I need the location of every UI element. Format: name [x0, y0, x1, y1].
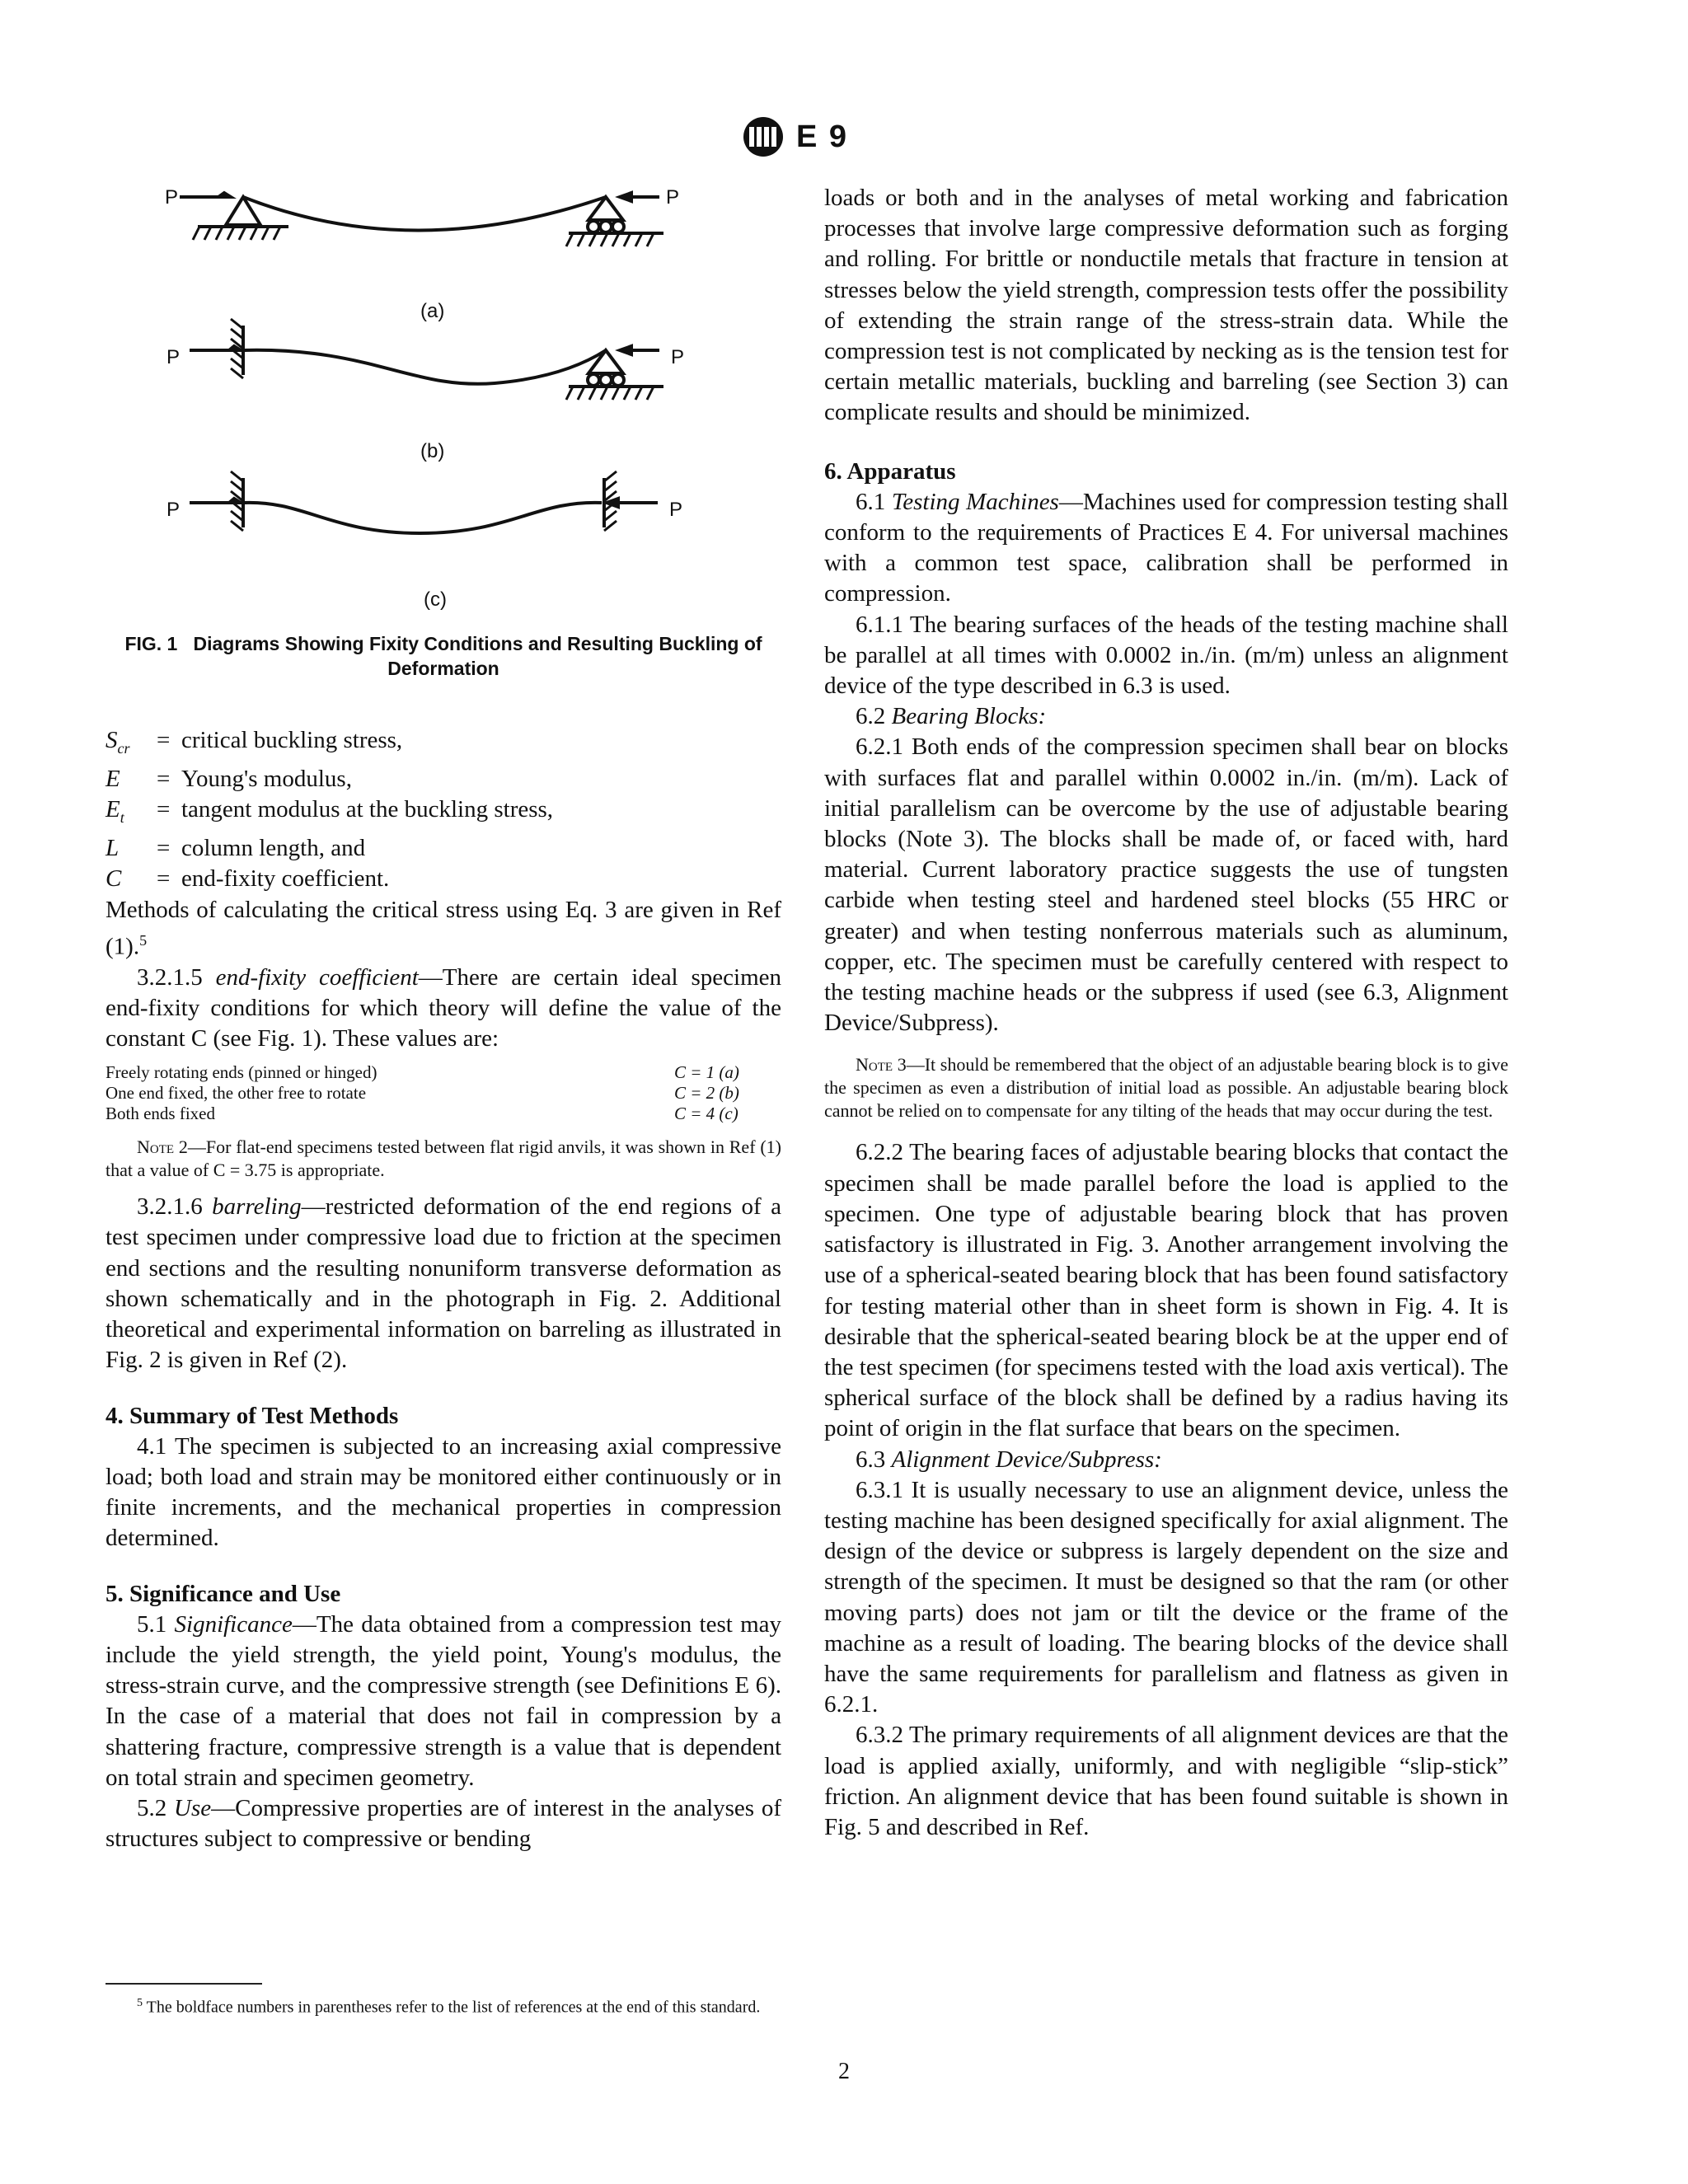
figure-1-diagram	[165, 177, 692, 614]
page-header	[742, 115, 848, 158]
paragraph-5-1: 5.1 Significance—The data obtained from a compression test may include the yield strength, the yield point, Young's modulus, the stress-strain curve, and the compressive strength (see Definitions E 6). In the case of a material that does not fail in compression by a shattering fracture, compressive strength is a value that is dependent on total strain and specimen geometry.	[106, 1610, 781, 1791]
paragraph-5-2-continued: loads or both and in the analyses of metal working and fabrication processes that involve large compressive deformation such as forging and rolling. For brittle or nonductile metals that fracture in tension at stresses below the yield strength, compression tests offer the possibility of extending the strain range of the stress-strain data. While the compression test is not complicated by necking as is the tension test for certain metallic materials, buckling and barreling (see Section 3) can complicate results and should be minimized.	[824, 185, 1508, 426]
section-4-title: 4. Summary of Test Methods	[106, 1402, 399, 1429]
load-label-a-left: P	[165, 186, 179, 209]
page-number: 2	[838, 2059, 850, 2084]
load-label-b-left: P	[166, 346, 181, 368]
symbol-scr: S	[106, 727, 118, 753]
symbol-e: E	[106, 766, 120, 792]
load-label-c-left: P	[166, 499, 181, 521]
fixity-value: C = 4 (c)	[674, 1104, 738, 1124]
paragraph-4-1: 4.1 The specimen is subjected to an increasing axial compressive load; both load and strain may be monitored either continuously or in finite increments, and the mechanical properties in compression determined.	[106, 1432, 781, 1552]
figure-1-caption	[106, 631, 781, 681]
symbol-c: C	[106, 865, 122, 893]
footnote-text: The boldface numbers in parentheses refer to the list of references at the end of this standard.	[146, 1998, 761, 2017]
paragraph-6-2-2: 6.2.2 The bearing faces of adjustable bearing blocks that contact the specimen shall be made parallel before the load is applied to the specimen. One type of adjustable bearing block that has proven satisfactory is illustrated in Fig. 3. Another arrangement involving the use of a spherical-seated bearing block that has been found satisfactory for testing material other than in sheet form is shown in Fig. 4. It is desirable that the spherical-seated bearing block be at the upper end of the test specimen (for specimens tested with the load axis vertical). The spherical surface of the block shall be defined by a radius having its point of origin in the flat surface that bears on the specimen.	[824, 1139, 1508, 1442]
section-5-title: 5. Significance and Use	[106, 1580, 341, 1607]
load-label-a-right: P	[666, 186, 680, 209]
standard-id: E 9	[796, 119, 849, 154]
symbol-et: E	[106, 796, 120, 823]
paragraph-3-2-1-6: 3.2.1.6 barreling—restricted deformation of the end regions of a test specimen under compressive load due to friction at the specimen end sections and the resulting nonuniform transverse deformation as shown schematically and in the photograph in Fig. 2. Additional theoretical and experimental information on barreling as illustrated in Fig. 2 is given in Ref (2).	[106, 1193, 782, 1374]
paragraph-6-3-1: 6.3.1 It is usually necessary to use an alignment device, unless the testing machine has been designed specifically for axial alignment. The design of the device or subpress is largely dependent on the size and strength of the specimen. It must be designed so that the ram (or other moving parts) does not jam or tilt the device or the frame of the machine as a result of loading. The bearing blocks of the device shall have the same requirements for parallelism and flatness as given in 6.2.1.	[824, 1476, 1508, 1718]
paragraph-6-3-2: 6.3.2 The primary requirements of all alignment devices are that the load is applied axially, uniformly, and with negligible “slip-stick” friction. An alignment device that has been found suitable is shown in Fig. 5 and described in Ref.	[824, 1722, 1508, 1840]
methods-paragraph: Methods of calculating the critical stress using Eq. 3 are given in Ref (1).$^5$	[106, 896, 781, 960]
load-label-b-right: P	[671, 346, 685, 368]
fixity-table	[106, 1062, 781, 1124]
fixity-value: C = 2 (b)	[674, 1083, 739, 1104]
left-column	[106, 725, 781, 1854]
footnote: $^5$ The boldface numbers in parentheses refer to the list of references at the end of this standard.	[106, 1983, 781, 2018]
label-c: (c)	[424, 588, 447, 611]
label-a: (a)	[420, 300, 445, 322]
paragraph-5-2: 5.2 Use—Compressive properties are of interest in the analyses of structures subject to compressive or bending	[106, 1794, 782, 1853]
right-column	[824, 183, 1508, 1843]
label-b: (b)	[420, 440, 445, 462]
note-3: Note 3—It should be remembered that the object of an adjustable bearing block is to give the specimen as even a distribution of initial load as possible. An adjustable bearing block cannot be relied on to compensate for any tilting of the heads that may occur during the test.	[824, 1054, 1508, 1122]
figure-1-caption-label: FIG. 1	[124, 633, 178, 654]
paragraph-6-2-1: 6.2.1 Both ends of the compression specimen shall bear on blocks with surfaces flat and parallel within 0.0002 in./in. (m/m). Lack of initial parallelism can be overcome by the use of adjustable bearing blocks (Note 3). The blocks shall be made of, or faced with, hard material. Current laboratory practice suggests the use of tungsten carbide when testing steel and hardened steel blocks (55 HRC or greater) and when testing nonferrous materials such as aluminum, copper, etc. The specimen must be carefully centered with respect to the testing machine heads or the subpress if used (see 6.3, Alignment Device/Subpress).	[824, 733, 1508, 1037]
note-2: Note 2—For flat-end specimens tested between flat rigid anvils, it was shown in Ref (1) that a value of C = 3.75 is appropriate.	[106, 1137, 781, 1181]
symbol-l: L	[106, 835, 120, 862]
astm-logo-icon	[742, 115, 785, 158]
footnote-rule	[106, 1983, 262, 1985]
paragraph-6-1-1: 6.1.1 The bearing surfaces of the heads of the testing machine shall be parallel at all times with 0.0002 in./in. (m/m) unless an alignment device of the type described in 6.3 is used.	[824, 611, 1508, 700]
section-6-title: 6. Apparatus	[824, 457, 956, 485]
fixity-condition: Freely rotating ends (pinned or hinged)	[106, 1062, 377, 1083]
fixity-value: C = 1 (a)	[674, 1062, 739, 1083]
symbol-definitions: $S_{cr}$ = critical buckling stress, E = Young's modulus, $E_t$ = tangent modulus at the buckling stress, L = column length, and C = end-fixity coefficient.	[106, 725, 781, 895]
fixity-condition: One end fixed, the other free to rotate	[106, 1083, 367, 1104]
paragraph-6-3: 6.3 Alignment Device/Subpress:	[856, 1446, 1162, 1473]
load-label-c-right: P	[669, 499, 683, 521]
fixity-condition: Both ends fixed	[106, 1104, 215, 1124]
paragraph-6-1: 6.1 Testing Machines—Machines used for compression testing shall conform to the requirements of Practices E 4. For universal machines with a common test space, calibration shall be performed in compression.	[824, 488, 1509, 607]
paragraph-3-2-1-5: 3.2.1.5 end-fixity coefficient—There are certain ideal specimen end-fixity conditions for which theory will define the value of the constant C (see Fig. 1). These values are:	[106, 963, 781, 1052]
paragraph-6-2: 6.2 Bearing Blocks:	[856, 703, 1047, 730]
figure-1-caption-title: Diagrams Showing Fixity Conditions and Resulting Buckling of Deformation	[193, 633, 762, 679]
